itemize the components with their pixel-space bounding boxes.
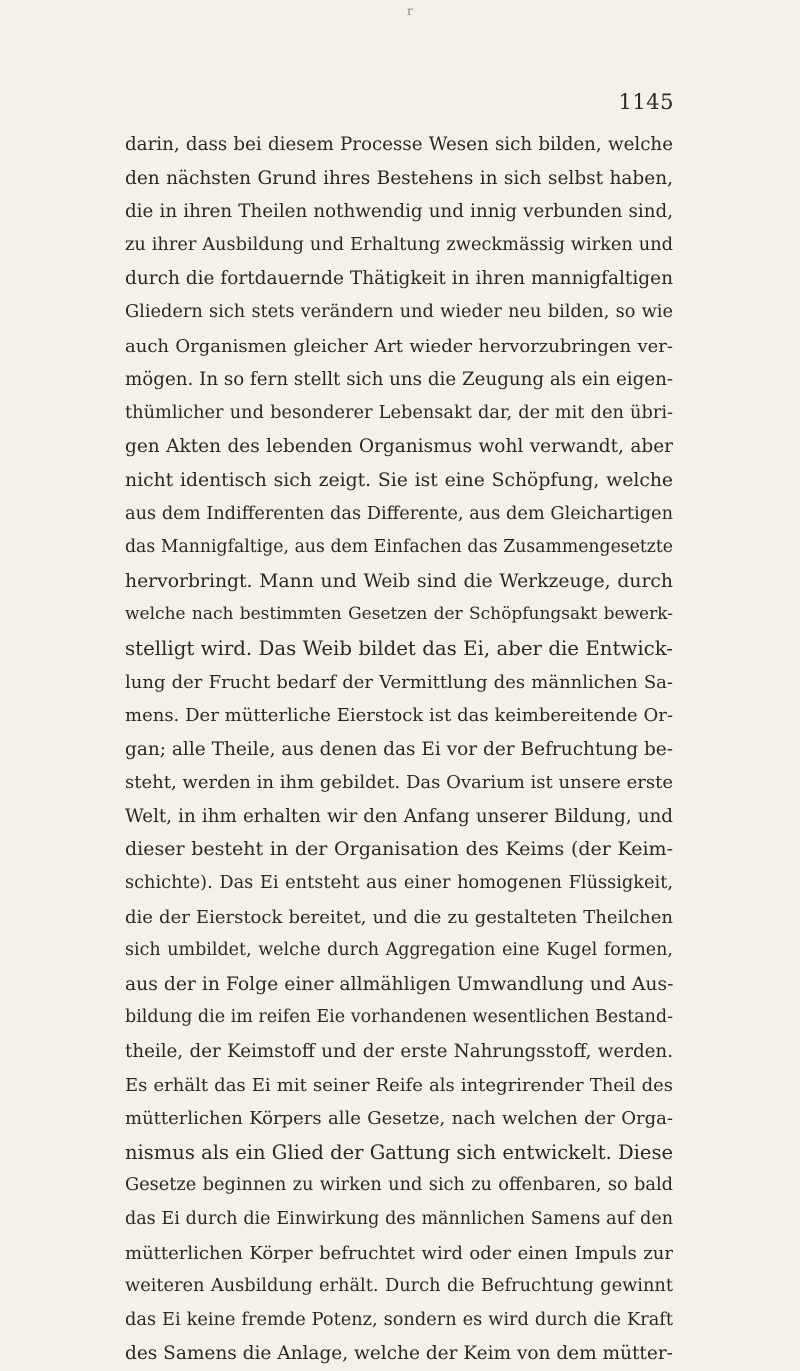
page-number: 1145 xyxy=(618,90,674,114)
text-line: das Mannigfaltige, aus dem Einfachen das Zusammengesetzte xyxy=(125,537,673,558)
text-line: theile, der Keimstoff und der erste Nahrungsstoff, werden. xyxy=(125,1041,673,1063)
text-line: den nächsten Grund ihres Bestehens in sich selbst haben, xyxy=(125,167,673,189)
text-line: auch Organismen gleicher Art wieder hervorzubringen ver- xyxy=(125,335,673,357)
text-line: nismus als ein Glied der Gattung sich entwickelt. Diese xyxy=(125,1140,673,1164)
text-line: lung der Frucht bedarf der Vermittlung des männlichen Sa- xyxy=(125,671,673,693)
text-line: zu ihrer Ausbildung und Erhaltung zweckmässig wirken und xyxy=(125,234,673,255)
text-line: Welt, in ihm erhalten wir den Anfang unserer Bildung, und xyxy=(125,805,673,827)
text-line: sich umbildet, welche durch Aggregation eine Kugel formen, xyxy=(125,940,673,961)
text-line: dieser besteht in der Organisation des Keims (der Keim- xyxy=(125,838,673,861)
text-line: nicht identisch sich zeigt. Sie ist eine Schöpfung, welche xyxy=(125,469,673,491)
text-line: das Ei keine fremde Potenz, sondern es wird durch die Kraft xyxy=(125,1309,673,1330)
text-line: des Samens die Anlage, welche der Keim von dem mütter- xyxy=(125,1343,673,1365)
text-line: bildung die im reifen Eie vorhandenen wesentlichen Bestand- xyxy=(125,1007,673,1028)
text-line: die in ihren Theilen nothwendig und innig verbunden sind, xyxy=(125,201,673,223)
text-line: mögen. In so fern stellt sich uns die Zeugung als ein eigen- xyxy=(125,369,673,391)
text-line: steht, werden in ihm gebildet. Das Ovarium ist unsere erste xyxy=(125,772,673,794)
text-line: mütterlichen Körper befruchtet wird oder einen Impuls zur xyxy=(125,1242,673,1264)
text-line: die der Eierstock bereitet, und die zu gestalteten Theilchen xyxy=(125,906,673,928)
top-mark: r xyxy=(407,4,413,18)
text-line: welche nach bestimmten Gesetzen der Schöpfungsakt bewerk- xyxy=(125,604,673,625)
text-line: weiteren Ausbildung erhält. Durch die Befruchtung gewinnt xyxy=(125,1276,673,1297)
text-line: stelligt wird. Das Weib bildet das Ei, aber die Entwick- xyxy=(125,636,673,660)
text-line: das Ei durch die Einwirkung des männlichen Samens auf den xyxy=(125,1209,673,1229)
text-line: Es erhält das Ei mit seiner Reife als integrirender Theil des xyxy=(125,1074,673,1096)
text-line: aus dem Indifferenten das Differente, aus dem Gleichartigen xyxy=(125,503,673,524)
text-line: aus der in Folge einer allmähligen Umwandlung und Aus- xyxy=(125,973,674,995)
text-line: darin, dass bei diesem Processe Wesen sich bilden, welche xyxy=(125,134,673,155)
text-line: gan; alle Theile, aus denen das Ei vor der Befruchtung be- xyxy=(125,738,673,760)
text-line: Gliedern sich stets verändern und wieder neu bilden, so wie xyxy=(125,301,673,322)
text-line: durch die fortdauernde Thätigkeit in ihren mannigfaltigen xyxy=(125,268,673,290)
text-line: Gesetze beginnen zu wirken und sich zu offenbaren, so bald xyxy=(125,1175,673,1196)
text-line: mens. Der mütterliche Eierstock ist das keimbereitende Or- xyxy=(125,705,673,727)
body-text xyxy=(125,128,673,1371)
text-line: hervorbringt. Mann und Weib sind die Werkzeuge, durch xyxy=(125,570,673,592)
text-line: mütterlichen Körpers alle Gesetze, nach welchen der Orga- xyxy=(125,1108,673,1130)
text-line: gen Akten des lebenden Organismus wohl verwandt, aber xyxy=(125,436,673,458)
text-line: schichte). Das Ei entsteht aus einer homogenen Flüssigkeit, xyxy=(125,873,673,894)
text-line: thümlicher und besonderer Lebensakt dar, der mit den übri- xyxy=(125,402,673,423)
